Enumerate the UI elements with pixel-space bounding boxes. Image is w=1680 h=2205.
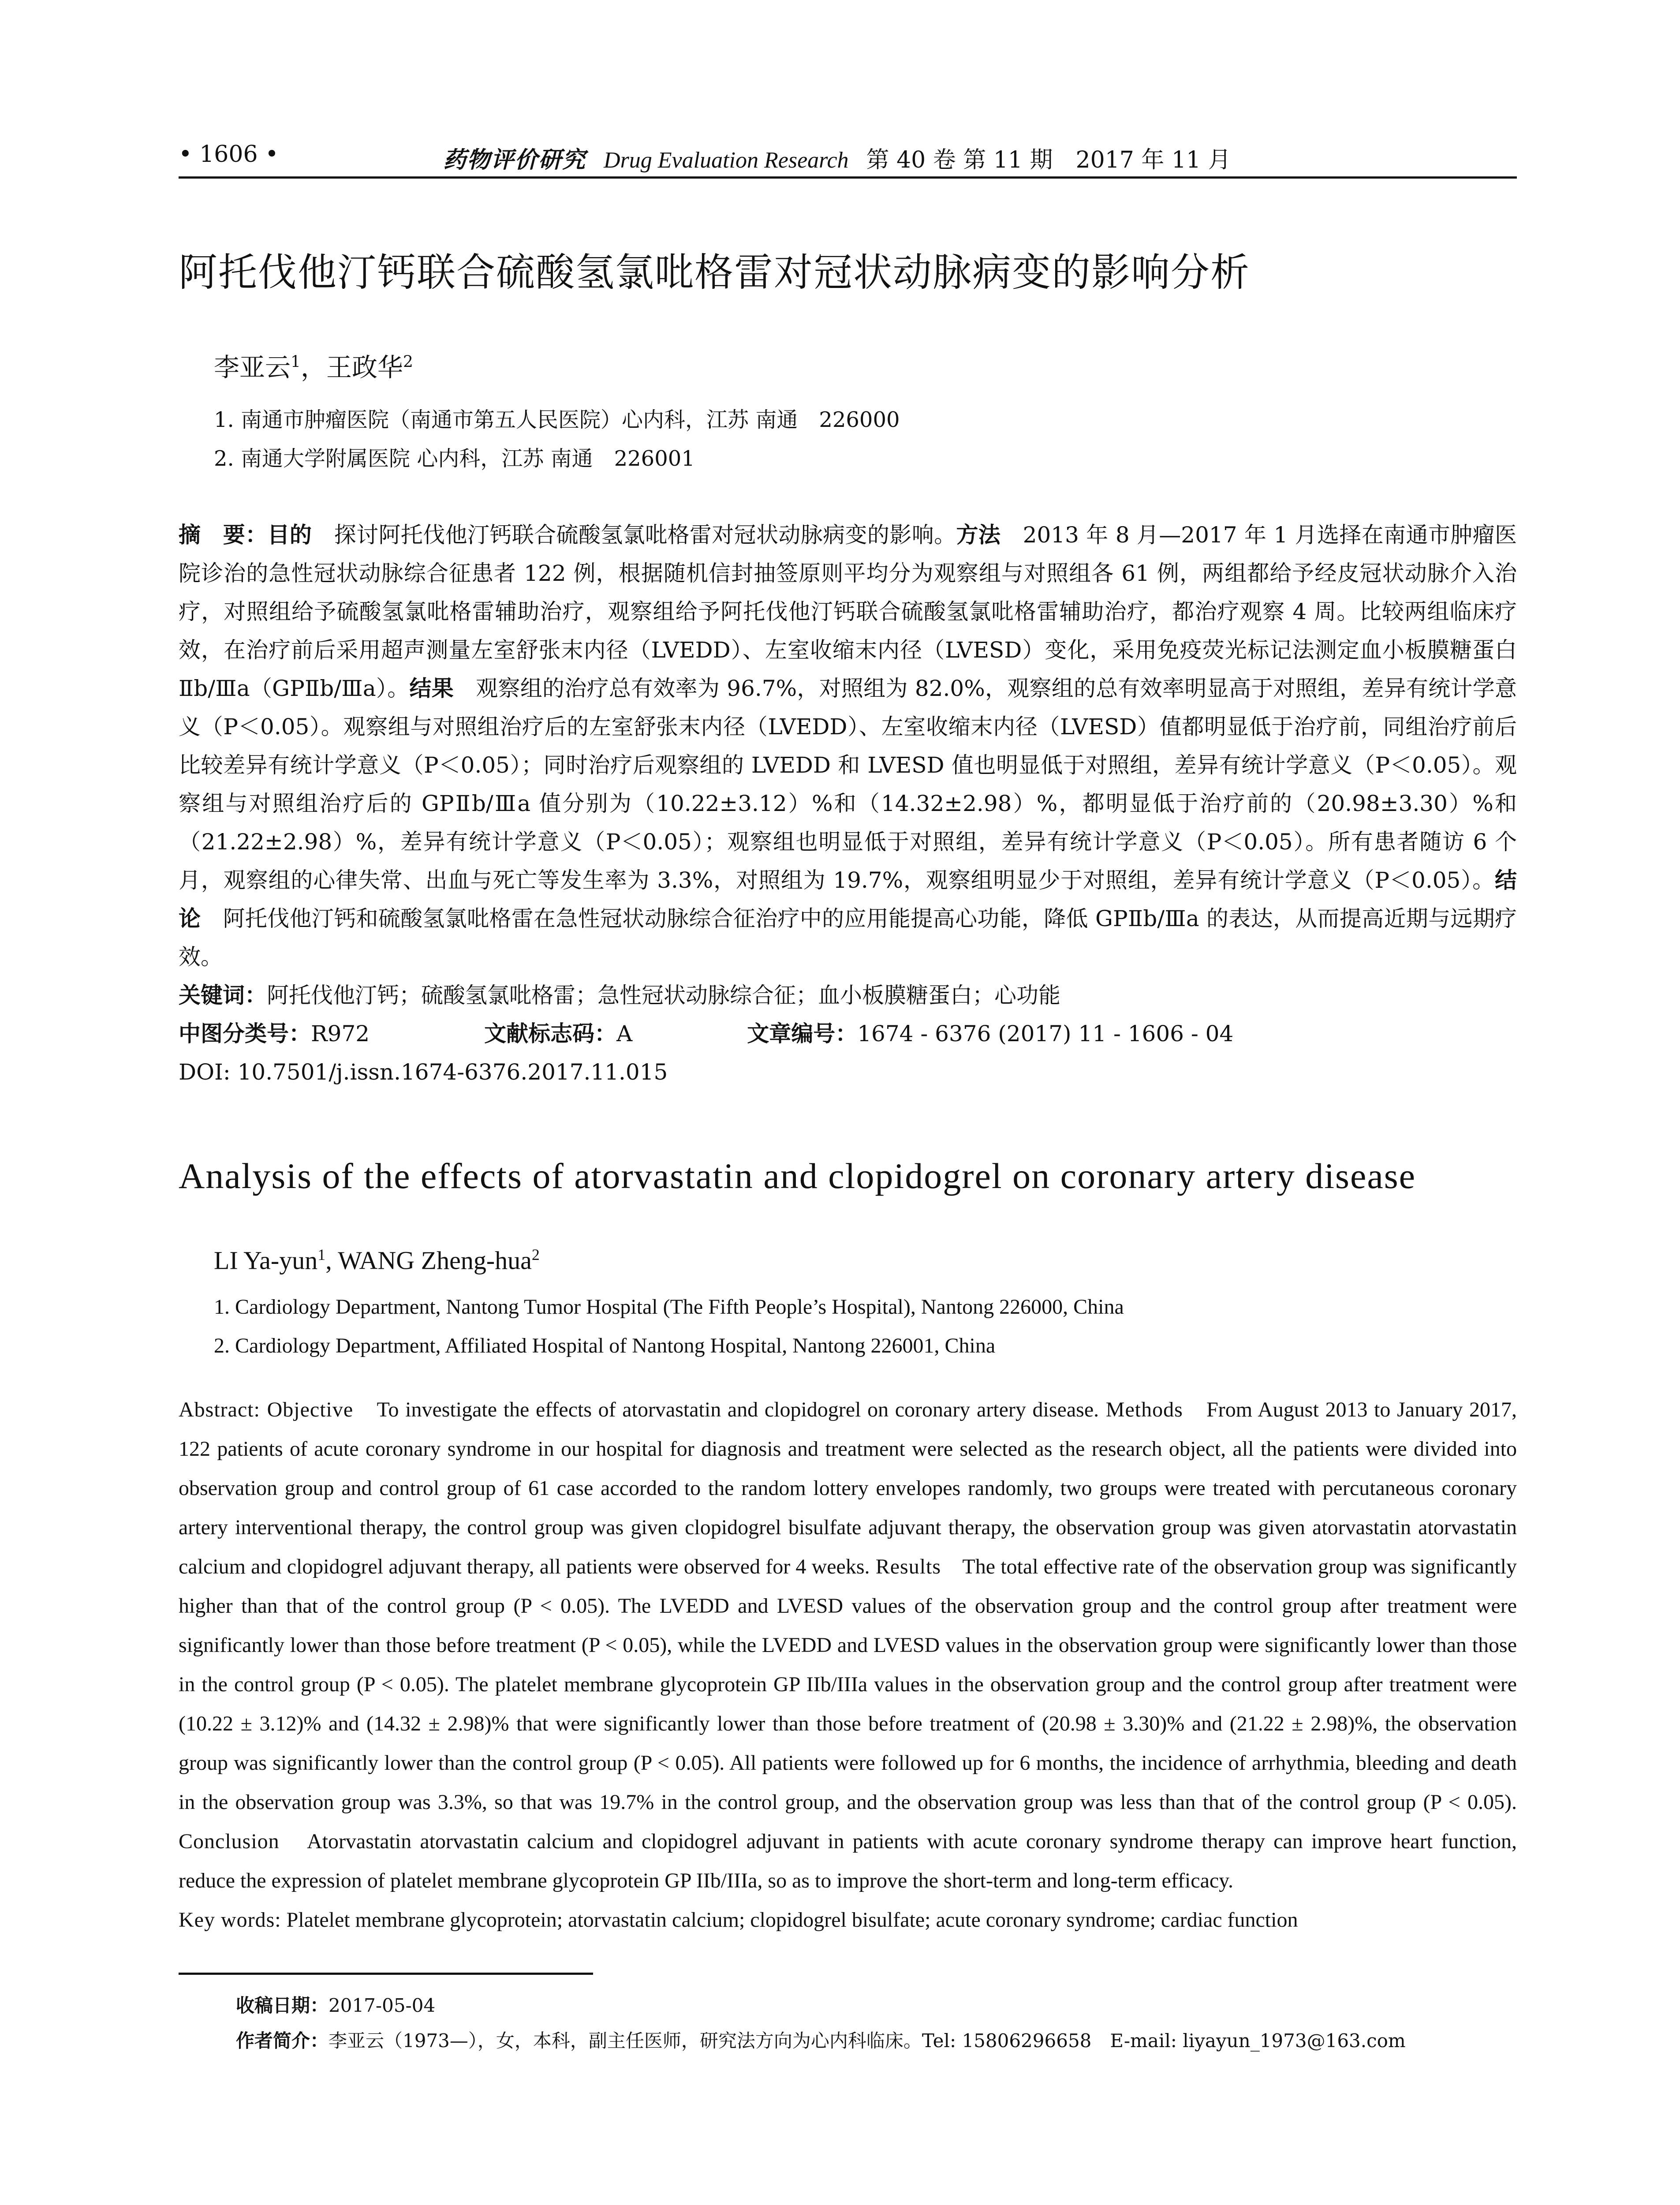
affiliation: 1. 南通市肿瘤医院（南通市第五人民医院）心内科，江苏 南通 226000 — [214, 407, 900, 432]
classification-line — [179, 1015, 1517, 1053]
conclusion-label: 结论 — [179, 867, 1517, 932]
results-text: 观察组的治疗总有效率为 96.7%，对照组为 82.0%，观察组的总有效率明显高于对照组，差异有统计学意义（P＜0.05）。观察组与对照组治疗后的左室舒张末内径（LVEDD）、左室收缩末内径（LVESD）值都明显低于治疗前，同组治疗前后比较差异有统计学意义（P＜0.05）；同时治疗后观察组的 LVEDD 和 LVESD 值也明显低于对照组，差异有统计学意义（P＜0.05）。观察组与对照组治疗后的 GPⅡb/Ⅲa 值分别为（10.22±3.12）%和（14.32±2.98）%，都明显低于治疗前的（20.98±3.30）%和（21.22±2.98）%，差异有统计学意义（P＜0.05）；观察组也明显低于对照组，差异有统计学意义（P＜0.05）。所有患者随访 6 个月，观察组的心律失常、出血与死亡等发生率为 3.3%，对照组为 19.7%，观察组明显少于对照组，差异有统计学意义（P＜0.05）。 — [179, 676, 1517, 893]
journal-line — [443, 141, 1231, 174]
journal-name-cn: 药物评价研究 — [443, 146, 586, 173]
footnote-divider — [179, 1973, 593, 1975]
author-bio — [236, 2023, 1517, 2059]
doc-code-value: A — [616, 1021, 633, 1047]
doc-code-label: 文献标志码： — [484, 1021, 617, 1047]
affiliation: 2. 南通大学附属医院 心内科，江苏 南通 226001 — [214, 446, 695, 471]
author-affil-mark: 1 — [291, 353, 301, 371]
title-cn: 阿托伐他汀钙联合硫酸氢氯吡格雷对冠状动脉病变的影响分析 — [179, 250, 1251, 295]
author-affil-mark: 2 — [531, 1246, 540, 1264]
authors-en — [214, 1245, 1517, 1275]
abstract-en — [179, 1390, 1517, 1940]
clc-value: R972 — [311, 1021, 370, 1047]
results-label: Results — [870, 1555, 941, 1579]
methods-label: Methods — [1099, 1398, 1183, 1422]
conclusion-label: Conclusion — [179, 1830, 280, 1854]
authors-cn — [214, 347, 1517, 384]
journal-name-en: Drug Evaluation Research — [604, 148, 849, 173]
keywords-label: 关键词： — [179, 983, 267, 1009]
author-name: 李亚云 — [214, 352, 291, 382]
results-label: 结果 — [409, 676, 454, 702]
page-number: • 1606 • — [179, 141, 279, 168]
bio-label: 作者简介： — [236, 2030, 329, 2052]
doi: DOI: 10.7501/j.issn.1674-6376.2017.11.015 — [179, 1059, 668, 1085]
affiliations-cn — [214, 400, 1517, 479]
results-text: The total effective rate of the observation group was significantly higher than that of the control group (P < 0.05). The LVEDD and LVESD values of the observation group and the control group after treatment were significantly lower than those before treatment (P < 0.05), while the LVEDD and LVESD values in the observation group were significantly lower than those in the control group (P < 0.05). The platelet membrane glycoprotein GP IIb/IIIa values in the observation group and the control group after treatment were (10.22 ± 3.12)% and (14.32 ± 2.98)% that were significantly lower than those before treatment of (20.98 ± 3.30)% and (21.22 ± 2.98)%, the observation group was significantly lower than the control group (P < 0.05). All patients were followed up for 6 months, the incidence of arrhythmia, bleeding and death in the observation group was 3.3%, so that was 19.7% in the control group, and the observation group was less than that of the control group (P < 0.05). — [179, 1555, 1517, 1814]
author-name: 王政华 — [326, 352, 403, 382]
objective-label: 目的 — [267, 522, 312, 548]
clc-label: 中图分类号： — [179, 1021, 311, 1047]
received-label: 收稿日期： — [236, 1995, 329, 2017]
article-id-label: 文章编号： — [747, 1021, 858, 1047]
methods-label: 方法 — [956, 522, 1001, 548]
affiliation: 2. Cardiology Department, Affiliated Hospital of Nantong Hospital, Nantong 226001, China — [214, 1334, 996, 1358]
objective-text: To investigate the effects of atorvastatin and clopidogrel on coronary artery disease. — [353, 1398, 1099, 1422]
author-name: WANG Zheng-hua — [338, 1246, 532, 1275]
author-affil-mark: 1 — [317, 1246, 326, 1264]
abstract-objective-label: Abstract: Objective — [179, 1398, 354, 1422]
abstract-label: 摘 要： — [179, 522, 268, 548]
received-value: 2017-05-04 — [329, 1995, 436, 2017]
conclusion-text: Atorvastatin atorvastatin calcium and clopidogrel adjuvant in patients with acute coronary syndrome therapy can improve heart function, reduce the expression of platelet membrane glycoprotein GP IIb/IIIa, so as to improve the short-term and long-term efficacy. — [179, 1830, 1517, 1893]
keywords-text: 阿托伐他汀钙；硫酸氢氯吡格雷；急性冠状动脉综合征；血小板膜糖蛋白；心功能 — [267, 983, 1060, 1009]
methods-text: From August 2013 to January 2017, 122 patients of acute coronary syndrome in our hospital for diagnosis and treatment were selected as the research object, all the patients were divided into observation group and control group of 61 case accorded to the random lottery envelopes randomly, two groups were treated with percutaneous coronary artery interventional therapy, the control group was given clopidogrel bisulfate adjuvant therapy, the observation group was given atorvastatin atorvastatin calcium and clopidogrel adjuvant therapy, all patients were observed for 4 weeks. — [179, 1398, 1517, 1579]
keywords-cn — [179, 976, 1517, 1015]
keywords-text: Platelet membrane glycoprotein; atorvastatin calcium; clopidogrel bisulfate; acute coronary syndrome; cardiac function — [281, 1908, 1298, 1932]
author-separator: ， — [300, 352, 326, 382]
affiliations-en — [214, 1288, 1517, 1366]
conclusion-text: 阿托伐他汀钙和硫酸氢氯吡格雷在急性冠状动脉综合征治疗中的应用能提高心功能，降低 GPⅡb/Ⅲa 的表达，从而提高近期与远期疗效。 — [179, 906, 1517, 970]
abstract-cn — [179, 516, 1517, 976]
author-affil-mark: 2 — [403, 353, 413, 371]
article-id-value: 1674 - 6376 (2017) 11 - 1606 - 04 — [857, 1021, 1234, 1047]
issue-info: 第 40 卷 第 11 期 2017 年 11 月 — [866, 147, 1231, 173]
bio-text: 李亚云（1973—），女，本科，副主任医师，研究法方向为心内科临床。Tel: 15806296658 E-mail: liyayun_1973@163.com — [329, 2030, 1406, 2052]
author-separator: , — [325, 1246, 338, 1275]
author-name: LI Ya-yun — [214, 1246, 318, 1275]
running-header — [179, 132, 1517, 179]
keywords-label: Key words: — [179, 1908, 281, 1932]
footnotes — [236, 1988, 1517, 2059]
received-date — [236, 1988, 1517, 2023]
title-en: Analysis of the effects of atorvastatin and clopidogrel on coronary artery disease — [179, 1156, 1416, 1196]
paper-page — [179, 132, 1517, 2059]
methods-text: 2013 年 8 月—2017 年 1 月选择在南通市肿瘤医院诊治的急性冠状动脉综合征患者 122 例，根据随机信封抽签原则平均分为观察组与对照组各 61 例，两组都给予经皮冠状动脉介入治疗，对照组给予硫酸氢氯吡格雷辅助治疗，观察组给予阿托伐他汀钙联合硫酸氢氯吡格雷辅助治疗，都治疗观察 4 周。比较两组临床疗效，在治疗前后采用超声测量左室舒张末内径（LVEDD）、左室收缩末内径（LVESD）变化，采用免疫荧光标记法测定血小板膜糖蛋白Ⅱb/Ⅲa（GPⅡb/Ⅲa）。 — [179, 522, 1517, 702]
objective-text: 探讨阿托伐他汀钙联合硫酸氢氯吡格雷对冠状动脉病变的影响。 — [312, 522, 956, 548]
keywords-en — [179, 1900, 1517, 1940]
affiliation: 1. Cardiology Department, Nantong Tumor Hospital (The Fifth People’s Hospital), Nantong 226000, China — [214, 1295, 1124, 1319]
